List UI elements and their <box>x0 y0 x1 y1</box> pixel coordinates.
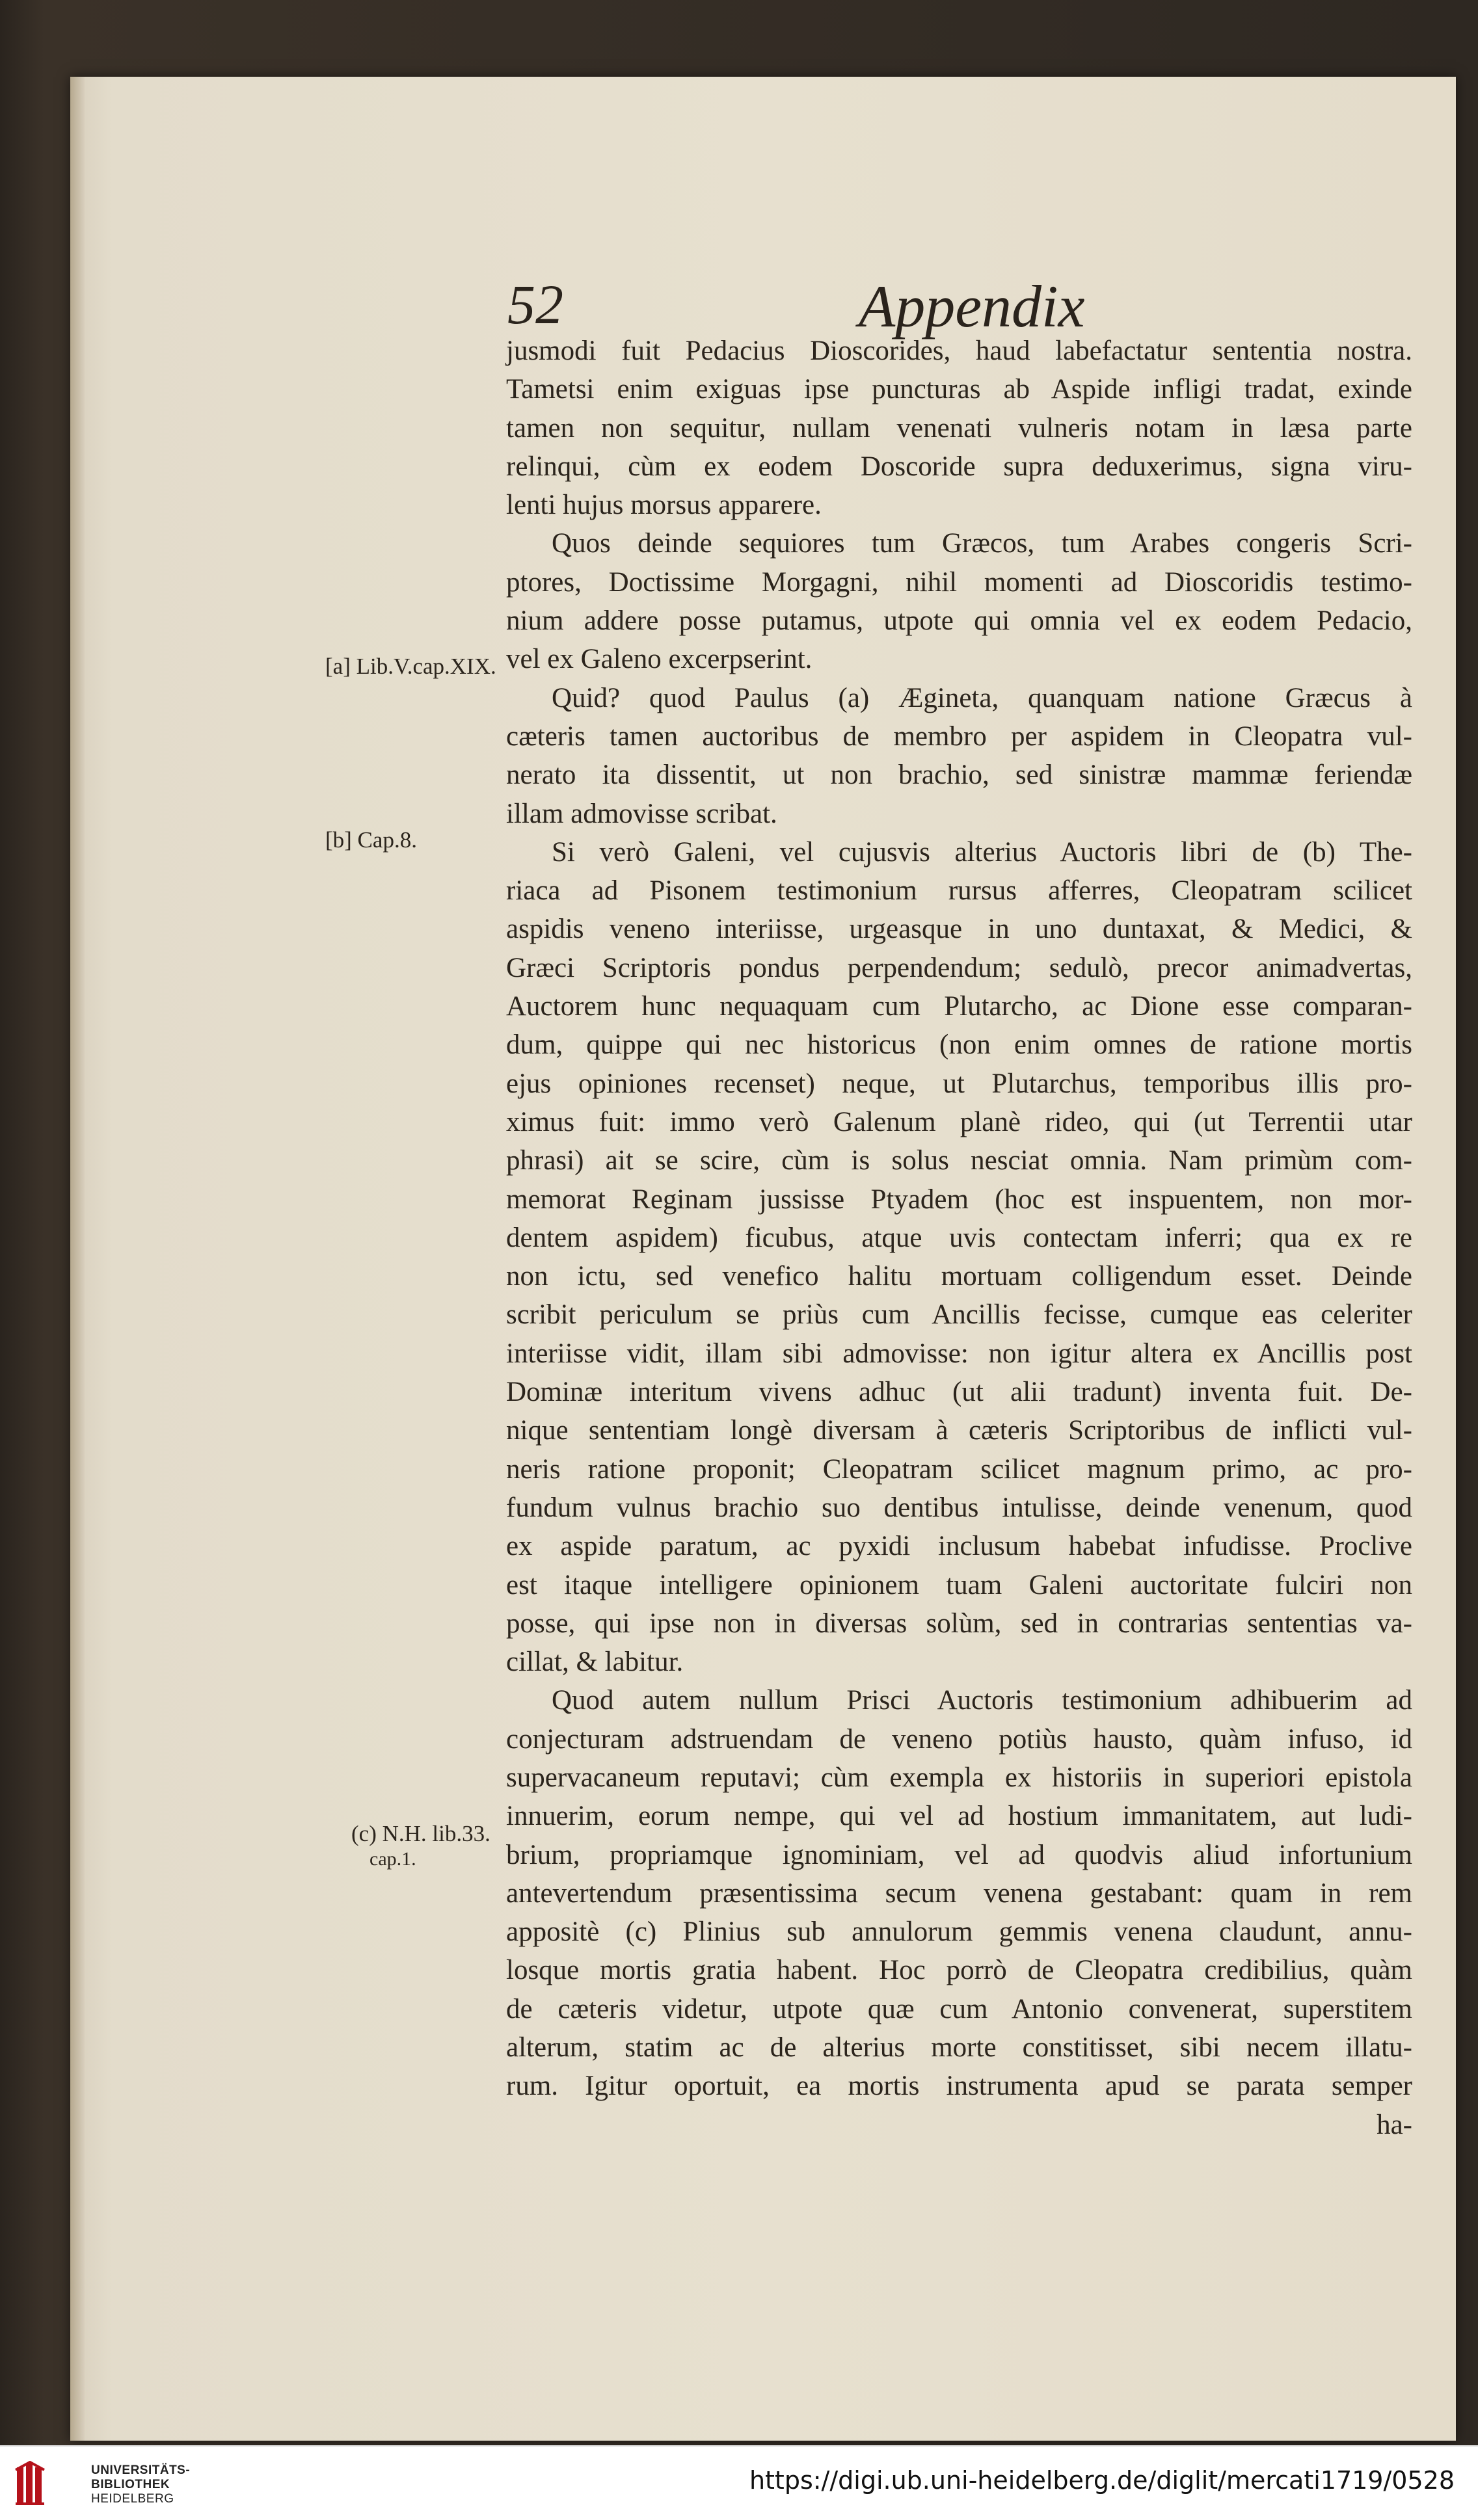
text-line: ejus opiniones recenset) neque, ut Plutarchus, temporibus illis pro- <box>506 1068 1412 1099</box>
text-line: ximus fuit: immo verò Galenum planè rideo, qui (ut Terrentii utar <box>506 1106 1412 1137</box>
library-name <box>91 2463 190 2506</box>
text-line: Dominæ interitum vivens adhuc (ut alii tradunt) inventa fuit. De- <box>506 1377 1412 1408</box>
text-line: Quos deinde sequiores tum Græcos, tum Arabes congeris Scri- <box>552 528 1412 559</box>
text-line: fundum vulnus brachio suo dentibus intulisse, deinde venenum, quod <box>506 1492 1412 1523</box>
text-line: rum. Igitur oportuit, ea mortis instrumenta apud se parata semper <box>506 2071 1412 2102</box>
body-text <box>506 332 1412 2144</box>
text-line: ptores, Doctissime Morgagni, nihil momenti ad Dioscoridis testimo- <box>506 566 1412 598</box>
library-name-line: BIBLIOTHEK <box>91 2478 170 2491</box>
text-line: phrasi) ait se scire, cùm is solus nesciat omnia. Nam primùm com- <box>506 1145 1412 1176</box>
text-line: memorat Reginam jussisse Ptyadem (hoc est inspuentem, non mor- <box>506 1184 1412 1215</box>
permalink-url[interactable]: https://digi.ub.uni-heidelberg.de/diglit/mercati1719/0528 <box>749 2466 1455 2495</box>
text-line: nique sententiam longè diversam à cæteris Scriptoribus de inflicti vul- <box>506 1415 1412 1446</box>
text-line: antevertendum præsentissima secum venena gestabant: quam in rem <box>506 1877 1412 1909</box>
margin-note-a: [a] Lib.V.cap.XIX. <box>325 654 496 679</box>
viewer-footer <box>0 2445 1478 2520</box>
text-line: neris ratione proponit; Cleopatram scilicet magnum primo, ac pro- <box>506 1453 1412 1485</box>
text-line: Quid? quod Paulus (a) Ægineta, quanquam natione Græcus à <box>552 682 1412 713</box>
text-line: jusmodi fuit Pedacius Dioscorides, haud labefactatur sententia nostra. <box>506 336 1412 366</box>
margin-note-c: (c) N.H. lib.33. <box>351 1821 490 1846</box>
text-line: dum, quippe qui nec historicus (non enim omnes de ratione mortis <box>506 1029 1412 1061</box>
margin-note-c-cont: cap.1. <box>370 1848 416 1870</box>
text-line: interiisse vidit, illam sibi admovisse: non igitur altera ex Ancillis post <box>506 1338 1412 1369</box>
text-line: aspidis veneno interiisse, urgeasque in uno duntaxat, & Medici, & <box>506 914 1412 945</box>
text-line: cillat, & labitur. <box>506 1647 684 1678</box>
text-line: alterum, statim ac de alterius morte constitisset, sibi necem illatu- <box>506 2032 1412 2063</box>
text-line: cæteris tamen auctoribus de membro per aspidem in Cleopatra vul- <box>506 721 1412 752</box>
text-line: non ictu, sed venefico halitu mortuam colligendum esset. Deinde <box>506 1261 1412 1292</box>
text-line: posse, qui ipse non in diversas solùm, sed in contrarias sententias va- <box>506 1608 1412 1639</box>
margin-note-b: [b] Cap.8. <box>325 827 417 853</box>
text-line: innuerim, eorum nempe, qui vel ad hostium immanitatem, aut ludi- <box>506 1801 1412 1832</box>
catchword: ha- <box>1377 2109 1412 2140</box>
text-line: de cæteris videtur, utpote quæ cum Antonio convenerat, superstitem <box>506 1993 1412 2024</box>
text-line: Auctorem hunc nequaquam cum Plutarcho, ac Dione esse comparan- <box>506 991 1412 1022</box>
library-name-line: UNIVERSITÄTS- <box>91 2463 191 2477</box>
text-line: illam admovisse scribat. <box>506 798 777 829</box>
text-line: losque mortis gratia habent. Hoc porrò de Cleopatra credibilius, quàm <box>506 1955 1412 1986</box>
text-line: nium addere posse putamus, utpote qui omnia vel ex eodem Pedacio, <box>506 605 1412 637</box>
text-line: ex aspide paratum, ac pyxidi inclusum habebat infudisse. Proclive <box>506 1531 1412 1562</box>
library-name-line: HEIDELBERG <box>91 2492 174 2506</box>
text-line: relinqui, cùm ex eodem Doscoride supra deduxerimus, signa viru- <box>506 451 1412 482</box>
text-line: riaca ad Pisonem testimonium rursus afferres, Cleopatram scilicet <box>506 875 1412 907</box>
text-line: brium, propriamque ignominiam, vel ad quodvis aliud infortunium <box>506 1839 1412 1870</box>
text-line: nerato ita dissentit, ut non brachio, sed sinistræ mammæ feriendæ <box>506 760 1412 791</box>
text-line: Græci Scriptoris pondus perpendendum; sedulò, precor animadvertas, <box>506 952 1412 983</box>
text-line: supervacaneum reputavi; cùm exempla ex historiis in superiori epistola <box>506 1762 1412 1793</box>
text-line: appositè (c) Plinius sub annulorum gemmis venena claudunt, annu- <box>506 1917 1412 1948</box>
text-line: Tametsi enim exiguas ipse puncturas ab Aspide infligi tradat, exinde <box>506 374 1412 405</box>
text-line: dentem aspidem) ficubus, atque uvis contectam inferri; qua ex re <box>506 1222 1412 1253</box>
text-line: Quod autem nullum Prisci Auctoris testimonium adhibuerim ad <box>552 1685 1412 1716</box>
text-line: lenti hujus morsus apparere. <box>506 490 822 521</box>
text-line: vel ex Galeno excerpserint. <box>506 644 813 675</box>
text-line: scribit periculum se priùs cum Ancillis fecisse, cumque eas celeriter <box>506 1299 1412 1331</box>
text-line: Si verò Galeni, vel cujusvis alterius Auctoris libri de (b) The- <box>552 836 1412 868</box>
page-gutter-shadow <box>70 77 85 2441</box>
text-line: tamen non sequitur, nullam venenati vulneris notam in læsa parte <box>506 412 1412 444</box>
university-library-logo-icon <box>13 2461 91 2508</box>
page-number: 52 <box>507 273 563 336</box>
text-line: est itaque intelligere opinionem tuam Galeni auctoritate fulciri non <box>506 1569 1412 1600</box>
running-title: Appendix <box>859 273 1085 339</box>
text-line: conjecturam adstruendam de veneno potiùs hausto, quàm infuso, id <box>506 1723 1412 1755</box>
